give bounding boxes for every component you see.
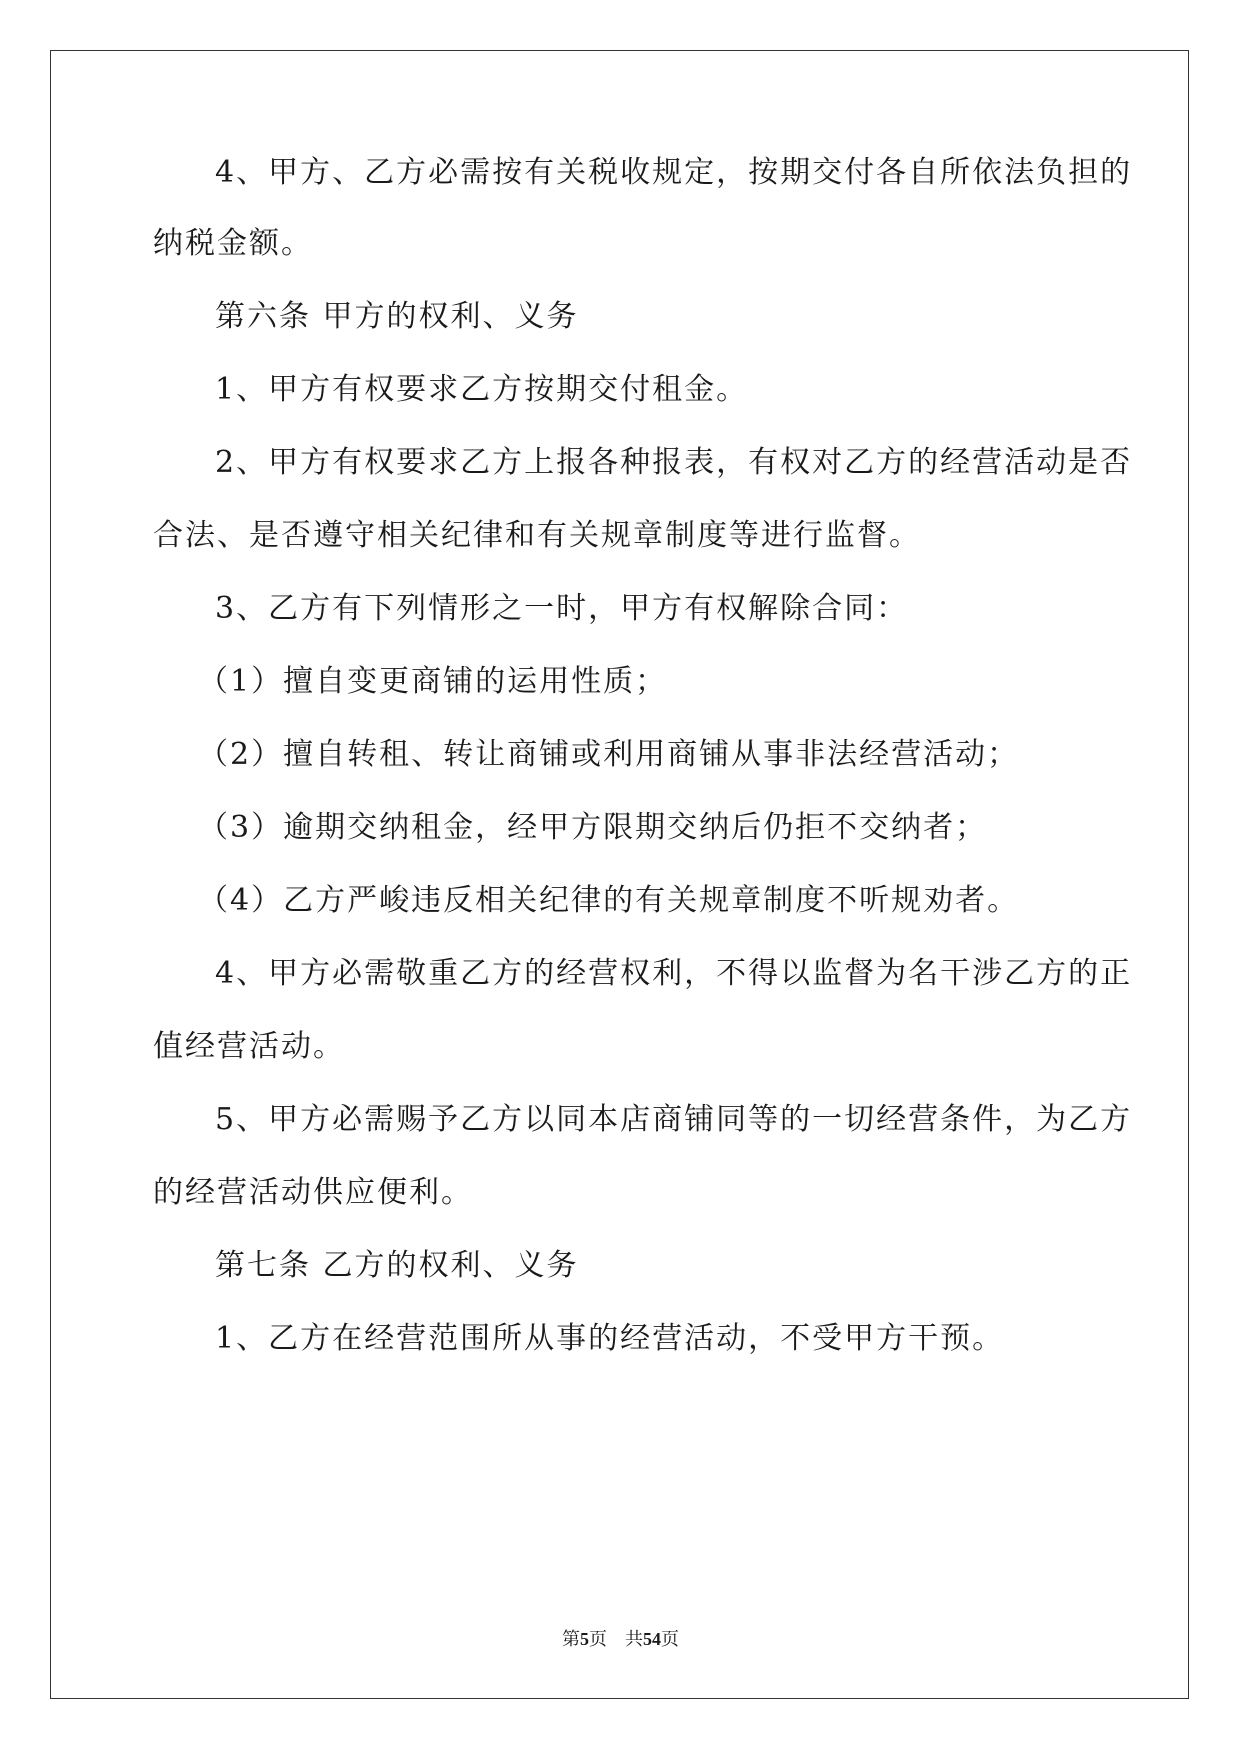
list-item: （2）擅自转租、转让商铺或利用商铺从事非法经营活动； bbox=[198, 737, 1020, 772]
paragraph-line: 4、甲方、乙方必需按有关税收规定，按期交付各自所依法负担的 bbox=[215, 155, 1133, 190]
section-heading-article-6: 第六条 甲方的权利、义务 bbox=[215, 299, 579, 334]
paragraph-line: 值经营活动。 bbox=[153, 1029, 345, 1064]
section-heading-article-7: 第七条 乙方的权利、义务 bbox=[215, 1248, 579, 1283]
page-total: 54 bbox=[643, 1629, 661, 1649]
paragraph-line: 1、乙方在经营范围所从事的经营活动，不受甲方干预。 bbox=[215, 1321, 1005, 1356]
page-number-footer bbox=[0, 1625, 1241, 1651]
paragraph-line: 5、甲方必需赐予乙方以同本店商铺同等的一切经营条件，为乙方 bbox=[215, 1102, 1133, 1137]
page-border bbox=[50, 50, 1189, 1699]
paragraph-line: 4、甲方必需敬重乙方的经营权利，不得以监督为名干涉乙方的正 bbox=[215, 956, 1133, 991]
paragraph-line: 纳税金额。 bbox=[153, 226, 313, 261]
paragraph-line: 3、乙方有下列情形之一时，甲方有权解除合同： bbox=[215, 591, 909, 626]
paragraph-line: 的经营活动供应便利。 bbox=[153, 1175, 473, 1210]
paragraph-line: 1、甲方有权要求乙方按期交付租金。 bbox=[215, 372, 749, 407]
list-item: （1）擅自变更商铺的运用性质； bbox=[198, 664, 668, 699]
paragraph-line: 合法、是否遵守相关纪律和有关规章制度等进行监督。 bbox=[153, 518, 921, 553]
list-item: （3）逾期交纳租金，经甲方限期交纳后仍拒不交纳者； bbox=[198, 810, 988, 845]
page-current: 5 bbox=[580, 1629, 589, 1649]
page-suffix: 页 bbox=[661, 1629, 679, 1649]
paragraph-line: 2、甲方有权要求乙方上报各种报表，有权对乙方的经营活动是否 bbox=[215, 445, 1133, 480]
page-prefix: 第 bbox=[562, 1629, 580, 1649]
page-mid: 页 共 bbox=[589, 1629, 643, 1649]
list-item: （4）乙方严峻违反相关纪律的有关规章制度不听规劝者。 bbox=[198, 883, 1020, 918]
